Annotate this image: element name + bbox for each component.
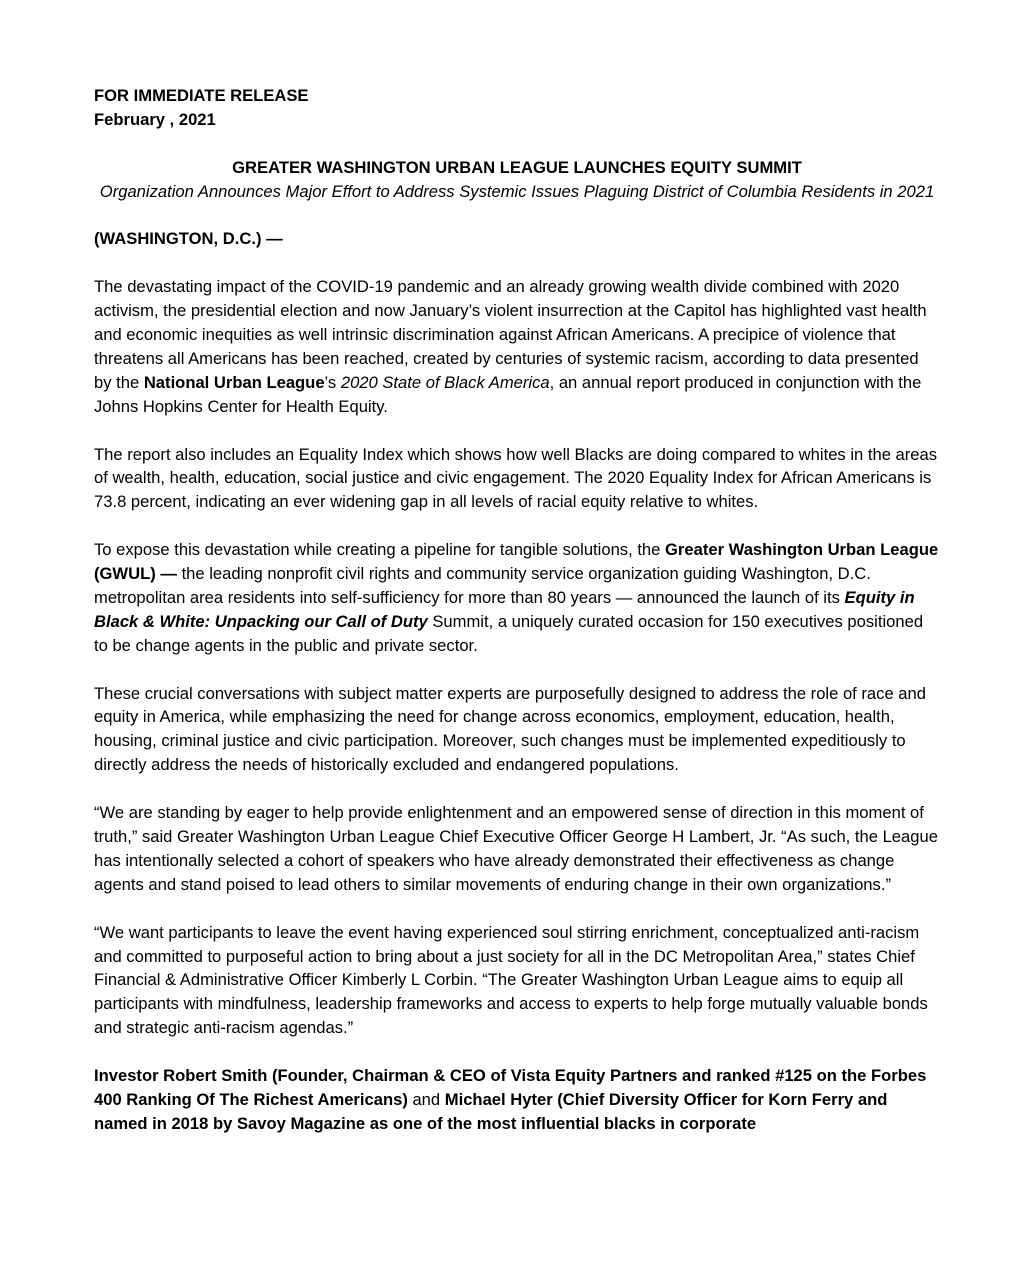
spacer (94, 658, 940, 682)
headline: GREATER WASHINGTON URBAN LEAGUE LAUNCHES EQUITY SUMMIT (232, 157, 802, 177)
paragraph-text: , an annual report produced in conjunction with the Johns Hopkins Center for Health Equity. (94, 372, 922, 416)
speaker-michael-hyter: Michael Hyter (Chief Diversity Officer for Korn Ferry and named in 2018 by Savoy Magazine as one of the most influential blacks in corporate (94, 1089, 888, 1133)
report-title: 2020 State of Black America (340, 372, 550, 392)
spacer (94, 777, 940, 801)
paragraph-speakers (94, 1064, 940, 1136)
paragraph-text: To expose this devastation while creating a pipeline for tangible solutions, the (94, 540, 665, 560)
national-urban-league-name: National Urban League (143, 372, 325, 392)
release-date: February , 2021 (94, 109, 216, 129)
dateline: (WASHINGTON, D.C.) — (94, 229, 283, 249)
summit-title: Equity in Black & White: Unpacking our Call of Duty (94, 587, 915, 631)
paragraph-summit-launch (94, 538, 940, 658)
release-label: FOR IMMEDIATE RELEASE (94, 86, 309, 105)
speaker-robert-smith: Investor Robert Smith (Founder, Chairman & CEO of Vista Equity Partners and ranked #125 on the Forbes 400 Ranking Of The Richest Americans) (94, 1066, 927, 1109)
spacer (94, 419, 940, 443)
paragraph-corbin-quote: “We want participants to leave the event having experienced soul stirring enrichment, conceptualized anti-racism and committed to purposeful action to bring about a just society for all in the DC Metropolitan Area,” states Chief Financial & Administrative Officer Kimberly L Corbin. “The Greater Washington Urban League aims to equip all participants with mindfulness, leadership frameworks and access to experts to help forge mutually valuable bonds and strategic anti-racism agendas.” (94, 922, 928, 1038)
paragraph-covid-impact (94, 275, 940, 418)
spacer (94, 897, 940, 921)
paragraph-text: Summit, a uniquely curated occasion for 150 executives positioned to be change agents in the public and private sector. (94, 611, 924, 655)
spacer (94, 514, 940, 538)
paragraph-text: The devastating impact of the COVID-19 pandemic and an already growing wealth divide combined with 2020 activism, the presidential election and now January’s violent insurrection at the Capitol has highlighted vast health and economic inequities as well intrinsic discrimination against African Americans. A precipice of violence that threatens all Americans has been reached, created by centuries of systemic racism, according to data presented by the (94, 277, 927, 392)
paragraph-text: ’s (324, 372, 341, 392)
gwul-name: Greater Washington Urban League (GWUL) — (94, 540, 939, 584)
spacer (94, 1040, 940, 1064)
paragraph-lambert-quote: “We are standing by eager to help provide enlightenment and an empowered sense of direction in this moment of truth,” said Greater Washington Urban League Chief Executive Officer George H Lambert, Jr. “As such, the League has intentionally selected a cohort of speakers who have already demonstrated their effectiveness as change agents and stand poised to lead others to similar movements of enduring change in their own organizations.” (94, 803, 938, 894)
paragraph-conversations: These crucial conversations with subject matter experts are purposefully designed to address the role of race and equity in America, while emphasizing the need for change across economics, employment, education, health, housing, criminal justice and civic participation. Moreover, such changes must be implemented expeditiously to directly address the needs of historically excluded and endangered populations. (94, 683, 926, 775)
paragraph-text: the leading nonprofit civil rights and community service organization guiding Washington, D.C. metropolitan area residents into self-sufficiency for more than 80 years — announced the launch of its (94, 564, 871, 607)
press-release-document (94, 84, 940, 1136)
subheadline: Organization Announces Major Effort to Address Systemic Issues Plaguing District of Columbia Residents in 2021 (99, 181, 935, 201)
paragraph-equality-index: The report also includes an Equality Index which shows how well Blacks are doing compared to whites in the areas of wealth, health, education, social justice and civic engagement. The 2020 Equality Index for African Americans is 73.8 percent, indicating an ever widening gap in all levels of racial equity relative to whites. (94, 444, 938, 512)
spacer (94, 204, 940, 228)
paragraph-text: and (407, 1089, 445, 1109)
spacer (94, 251, 940, 275)
spacer (94, 132, 940, 156)
